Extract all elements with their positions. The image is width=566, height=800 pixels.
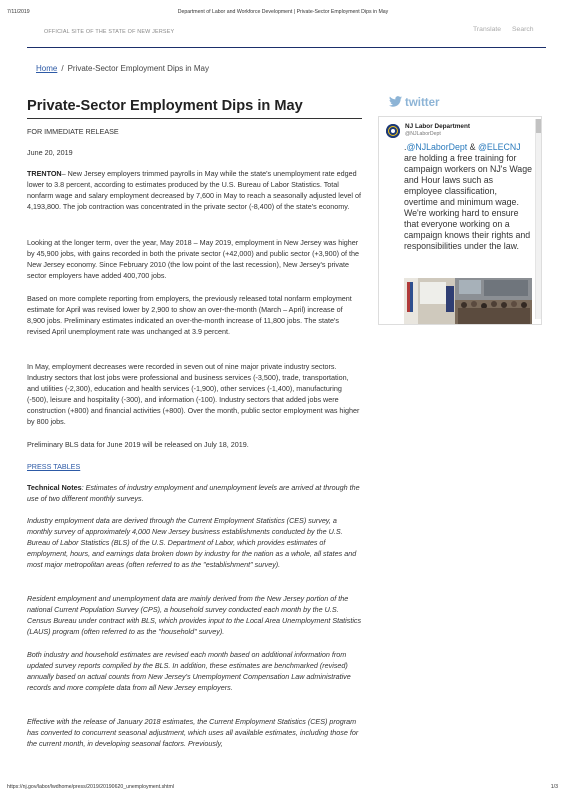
print-page-title: Department of Labor and Workforce Development | Private-Sector Employment Dips in May — [177, 9, 389, 15]
breadcrumb-home-link[interactable]: Home — [36, 64, 58, 73]
tweet-account-name[interactable]: NJ Labor Department — [405, 123, 470, 130]
note-paragraph-2: Resident employment and unemployment data are mainly derived from the New Jersey portion of the national Current Population Survey (CPS), a household survey conducted each month by the U.S. Census Bureau under contract with BLS, which provides input to the Local Area Unemployment Statistics (LAUS) program (often referred to as the "household" survey). — [27, 594, 362, 636]
page-title: Private-Sector Employment Dips in May — [27, 97, 362, 119]
timeline-scrollbar-thumb[interactable] — [536, 119, 541, 133]
avatar[interactable] — [386, 124, 400, 138]
note-paragraph-1: Industry employment data are derived through the Current Employment Statistics (CES) survey, a monthly survey of approximately 4,000 New Jersey business establishments conducted by the U.S. Bureau of Labor Statistics (BLS) of the U.S. Department of Labor, which provides estimates of employment, hours, and earnings data broken down by industry for the nation as a whole, all states and most major metropolitan areas (often referred to as the "establishment" survey). — [27, 516, 357, 569]
twitter-header — [389, 96, 440, 112]
official-site-label: OFFICIAL SITE OF THE STATE OF NEW JERSEY — [44, 29, 175, 35]
technical-notes-label: Technical Notes — [27, 483, 82, 492]
tweet-body: are holding a free training for campaign workers on NJ's Wage and Hour laws such as employee classification, overtime and minimum wage. We're working hard to ensure that everyone working on a campaign knows their rights and responsibilities under the law. — [404, 153, 532, 251]
tweet-mention-elecnj[interactable]: @ELECNJ — [477, 142, 521, 152]
release-date: June 20, 2019 — [27, 148, 73, 157]
twitter-bird-icon — [389, 96, 402, 107]
tweet-amp: & — [467, 142, 478, 152]
breadcrumb-current: Private-Sector Employment Dips in May — [67, 64, 209, 73]
paragraph-5: Preliminary BLS data for June 2019 will be released on July 18, 2019. — [27, 440, 249, 449]
tweet-photo[interactable] — [404, 278, 532, 324]
translate-link[interactable]: Translate — [473, 26, 502, 33]
tweet-prefix: . — [404, 142, 407, 152]
print-url: https://nj.gov/labor/lwdhome/press/2019/20190620_unemployment.shtml — [7, 784, 174, 790]
tweet-text — [404, 142, 532, 252]
state-bar — [27, 25, 546, 48]
twitter-timeline[interactable] — [378, 116, 542, 325]
note-paragraph-3: Both industry and household estimates are revised each month based on additional information from updated survey reports compiled by the BLS. In addition, these estimates are benchmarked (revised) annually based on actual counts from New Jersey's Unemployment Compensation Law administrative records and more complete data from all New Jersey employers. — [27, 650, 351, 692]
paragraph-1 — [27, 168, 362, 212]
paragraph-1-text: – New Jersey employers trimmed payrolls in May while the state's unemployment rate edged lower to 3.8 percent, according to estimates produced by the U.S. Bureau of Labor Statistics. Total nonfarm wage and salary employment decreased by 7,600 in May to reach a seasonally adjusted level of 4,193,800. The job contraction was concentrated in the private sector (-8,400) of the state's economy. — [27, 169, 362, 211]
paragraph-4: In May, employment decreases were recorded in seven out of nine major private industry sectors. Industry sectors that lost jobs were professional and business services (-3,500), trade, transportation, and utilities (-2,300), education and health services (-1,900), other services (-1,400), manufacturing (-500), leisure and hospitality (-300), and information (-100). Industry sectors that added jobs were construction (+800) and financial activities (+800). Over the month, public sector employment was higher by 800 jobs. — [27, 362, 360, 426]
print-page-number: 1/3 — [550, 784, 558, 790]
dateline: TRENTON — [27, 169, 62, 178]
note-paragraph-4: Effective with the release of January 2018 estimates, the Current Employment Statistics (CES) program has converted to concurrent seasonal adjustment, which uses all available estimates, including those for the current month, in developing seasonal factors. Previously, — [27, 717, 359, 748]
paragraph-2: Looking at the longer term, over the year, May 2018 – May 2019, employment in New Jersey was higher by 45,900 jobs, with gains recorded in both the private sector (+42,000) and public sector (+3,900) of the New Jersey economy. Since February 2010 (the low point of the last recession), New Jersey's private sector employers have added 400,700 jobs. — [27, 238, 360, 280]
breadcrumb — [36, 64, 209, 73]
release-label: FOR IMMEDIATE RELEASE — [27, 127, 119, 136]
search-link[interactable]: Search — [512, 26, 534, 33]
article — [27, 97, 362, 748]
press-tables-link[interactable]: PRESS TABLES — [27, 462, 81, 471]
paragraph-3: Based on more complete reporting from employers, the previously released total nonfarm employment estimate for April was revised lower by 2,900 to show an over-the-month (March – April) increase of 8,900 jobs. Preliminary estimates indicated an over-the-month increase of 11,800 jobs. The state's revised April unemployment rate was unchanged at 3.9 percent. — [27, 294, 352, 336]
technical-notes-text: : Estimates of industry employment and unemployment levels are arrived at through the use of two different monthly surveys. — [27, 483, 360, 503]
twitter-header-label: twitter — [405, 97, 440, 109]
timeline-scrollbar[interactable] — [535, 119, 541, 319]
technical-notes — [27, 482, 362, 504]
print-date: 7/11/2019 — [7, 9, 30, 15]
tweet-mention-njlabordept[interactable]: @NJLaborDept — [406, 142, 468, 152]
breadcrumb-separator: / — [61, 64, 64, 73]
tweet-handle[interactable]: @NJLaborDept — [405, 131, 441, 137]
